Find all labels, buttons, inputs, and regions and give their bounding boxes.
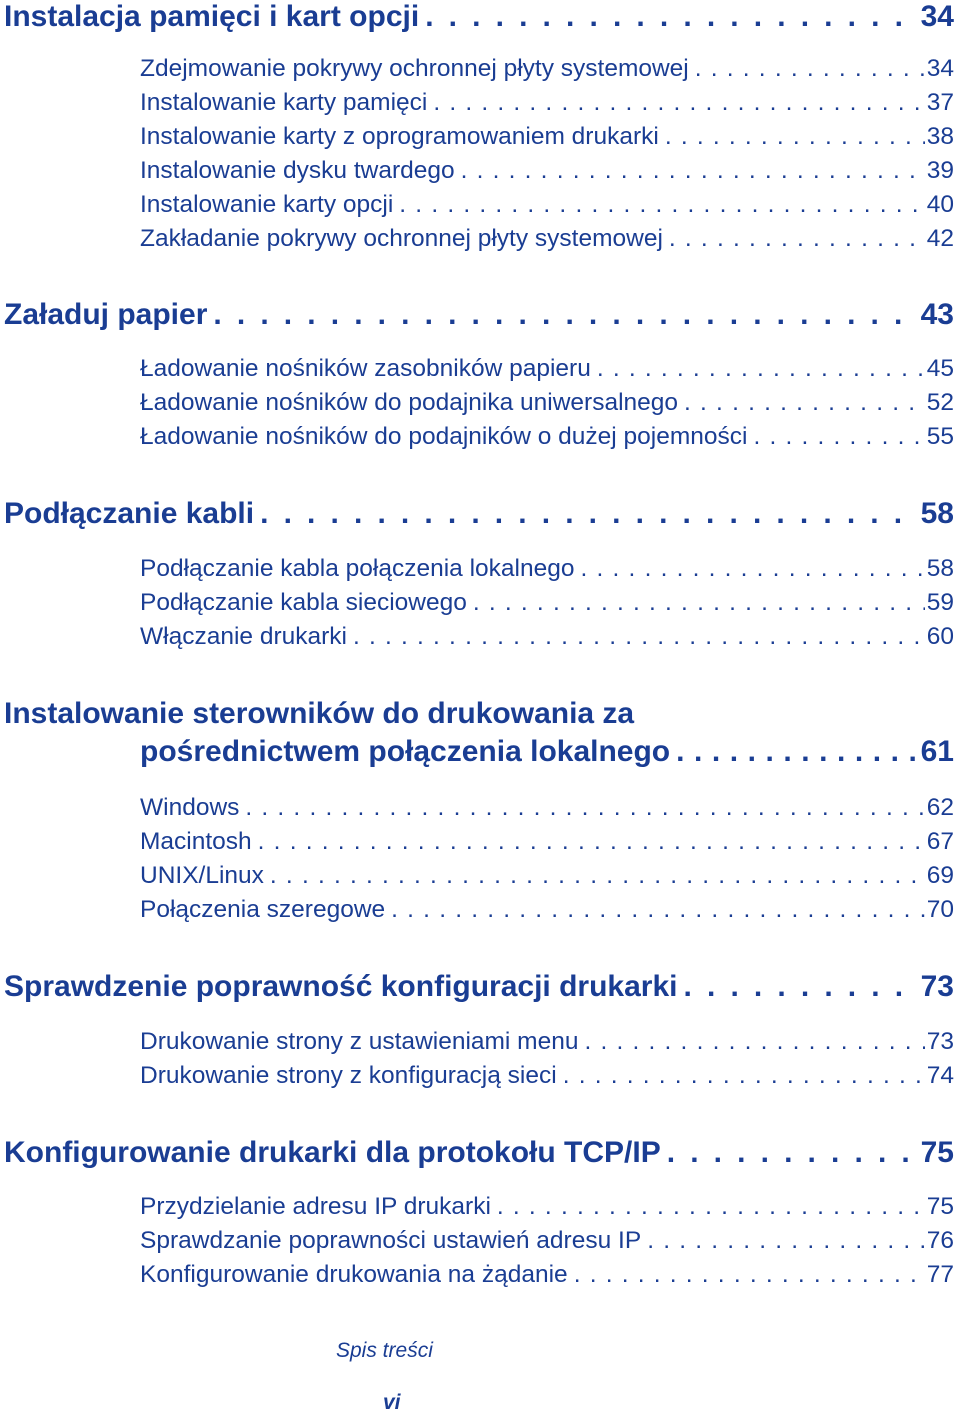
chapter-title-line2: pośrednictwem połączenia lokalnego: [140, 735, 671, 768]
dot-leader: [347, 623, 925, 651]
dot-leader: [575, 555, 925, 583]
footer-section-title: Spis treści: [336, 1339, 433, 1362]
dot-leader: [678, 389, 925, 417]
dot-leader: [663, 225, 925, 253]
dot-leader: [659, 123, 925, 151]
chapter-title-line1: Instalowanie sterowników do drukowania za: [4, 697, 635, 730]
dot-leader: [264, 862, 925, 890]
dot-leader: [641, 1227, 925, 1255]
entry-title: Podłączanie kabla połączenia lokalnego: [140, 555, 575, 582]
entry-page-number: 34: [926, 55, 954, 82]
toc-entry[interactable]: [140, 123, 954, 155]
entry-page-number: 69: [926, 862, 954, 889]
entry-page-number: 67: [926, 828, 954, 855]
chapter-title: Podłączanie kabli: [4, 497, 255, 530]
entry-title: UNIX/Linux: [140, 862, 264, 889]
toc-entry[interactable]: [140, 862, 954, 894]
entry-title: Windows: [140, 794, 240, 821]
dot-leader: [670, 735, 918, 769]
dot-leader: [419, 0, 918, 34]
entry-title: Instalowanie karty opcji: [140, 191, 394, 218]
toc-chapter-verify-config[interactable]: [4, 970, 954, 1010]
entry-page-number: 39: [926, 157, 954, 184]
dot-leader: [747, 423, 924, 451]
entry-title: Podłączanie kabla sieciowego: [140, 589, 467, 616]
toc-entry[interactable]: [140, 191, 954, 223]
entry-page-number: 73: [926, 1028, 954, 1055]
entry-page-number: 70: [926, 896, 954, 923]
entry-page-number: 59: [926, 589, 954, 616]
entry-page-number: 77: [926, 1261, 954, 1288]
toc-entry[interactable]: [140, 389, 954, 421]
entry-page-number: 38: [926, 123, 954, 150]
chapter-page-number: 34: [920, 0, 954, 33]
chapter-title-line2-row: [140, 735, 954, 775]
entry-title: Zakładanie pokrywy ochronnej płyty systemowej: [140, 225, 663, 252]
dot-leader: [207, 298, 918, 332]
toc-entry[interactable]: [140, 423, 954, 455]
toc-entry[interactable]: [140, 1193, 954, 1225]
dot-leader: [557, 1062, 925, 1090]
entry-page-number: 58: [926, 555, 954, 582]
toc-entry[interactable]: [140, 1261, 954, 1293]
entry-title: Włączanie drukarki: [140, 623, 347, 650]
entry-title: Instalowanie karty pamięci: [140, 89, 428, 116]
toc-entry[interactable]: [140, 1062, 954, 1094]
chapter-page-number: 73: [920, 970, 954, 1003]
chapter-title: Konfigurowanie drukarki dla protokołu TCP/IP: [4, 1136, 661, 1169]
entry-page-number: 42: [926, 225, 954, 252]
dot-leader: [578, 1028, 924, 1056]
toc-entry[interactable]: [140, 589, 954, 621]
toc-chapter-tcpip[interactable]: [4, 1136, 954, 1176]
dot-leader: [252, 828, 925, 856]
entry-page-number: 76: [926, 1227, 954, 1254]
chapter-page-number: 43: [920, 298, 954, 331]
dot-leader: [689, 55, 925, 83]
entry-page-number: 74: [926, 1062, 954, 1089]
chapter-title: Instalacja pamięci i kart opcji: [4, 0, 420, 33]
dot-leader: [568, 1261, 925, 1289]
chapter-title: Załaduj papier: [4, 298, 208, 331]
dot-leader: [455, 157, 925, 185]
dot-leader: [467, 589, 925, 617]
toc-entry[interactable]: [140, 89, 954, 121]
dot-leader: [239, 794, 924, 822]
toc-entry[interactable]: [140, 157, 954, 189]
chapter-page-number: 75: [920, 1136, 954, 1169]
dot-leader: [591, 355, 925, 383]
entry-title: Ładowanie nośników do podajników o dużej pojemności: [140, 423, 748, 450]
entry-page-number: 55: [926, 423, 954, 450]
dot-leader: [491, 1193, 925, 1221]
dot-leader: [254, 497, 919, 531]
entry-title: Drukowanie strony z ustawieniami menu: [140, 1028, 579, 1055]
toc-entry[interactable]: [140, 794, 954, 826]
entry-title: Sprawdzanie poprawności ustawień adresu IP: [140, 1227, 642, 1254]
toc-entry[interactable]: [140, 55, 954, 87]
entry-page-number: 60: [926, 623, 954, 650]
entry-page-number: 52: [926, 389, 954, 416]
entry-title: Konfigurowanie drukowania na żądanie: [140, 1261, 568, 1288]
entry-title: Instalowanie karty z oprogramowaniem drukarki: [140, 123, 659, 150]
chapter-title: Sprawdzenie poprawność konfiguracji drukarki: [4, 970, 678, 1003]
toc-entry[interactable]: [140, 828, 954, 860]
chapter-page-number: 58: [920, 497, 954, 530]
entry-page-number: 40: [926, 191, 954, 218]
entry-page-number: 62: [926, 794, 954, 821]
dot-leader: [678, 970, 919, 1004]
chapter-page-number: 61: [920, 735, 954, 768]
toc-entry[interactable]: [140, 1227, 954, 1259]
toc-chapter-cables[interactable]: [4, 497, 954, 537]
toc-chapter-memory-cards[interactable]: [4, 0, 954, 40]
entry-title: Ładowanie nośników do podajnika uniwersalnego: [140, 389, 679, 416]
entry-title: Przydzielanie adresu IP drukarki: [140, 1193, 491, 1220]
entry-page-number: 75: [926, 1193, 954, 1220]
toc-entry[interactable]: [140, 1028, 954, 1060]
entry-title: Połączenia szeregowe: [140, 896, 386, 923]
toc-chapter-load-paper[interactable]: [4, 298, 954, 338]
dot-leader: [393, 191, 924, 219]
entry-title: Instalowanie dysku twardego: [140, 157, 455, 184]
entry-page-number: 37: [926, 89, 954, 116]
footer-page-number: vi: [383, 1391, 401, 1414]
dot-leader: [661, 1136, 919, 1170]
entry-title: Macintosh: [140, 828, 252, 855]
toc-entry[interactable]: [140, 896, 954, 928]
toc-entry[interactable]: [140, 225, 954, 257]
dot-leader: [427, 89, 924, 117]
toc-entry[interactable]: [140, 623, 954, 655]
entry-title: Ładowanie nośników zasobników papieru: [140, 355, 591, 382]
toc-entry[interactable]: [140, 555, 954, 587]
dot-leader: [385, 896, 925, 924]
toc-entry[interactable]: [140, 355, 954, 387]
entry-page-number: 45: [926, 355, 954, 382]
entry-title: Drukowanie strony z konfiguracją sieci: [140, 1062, 557, 1089]
entry-title: Zdejmowanie pokrywy ochronnej płyty systemowej: [140, 55, 689, 82]
